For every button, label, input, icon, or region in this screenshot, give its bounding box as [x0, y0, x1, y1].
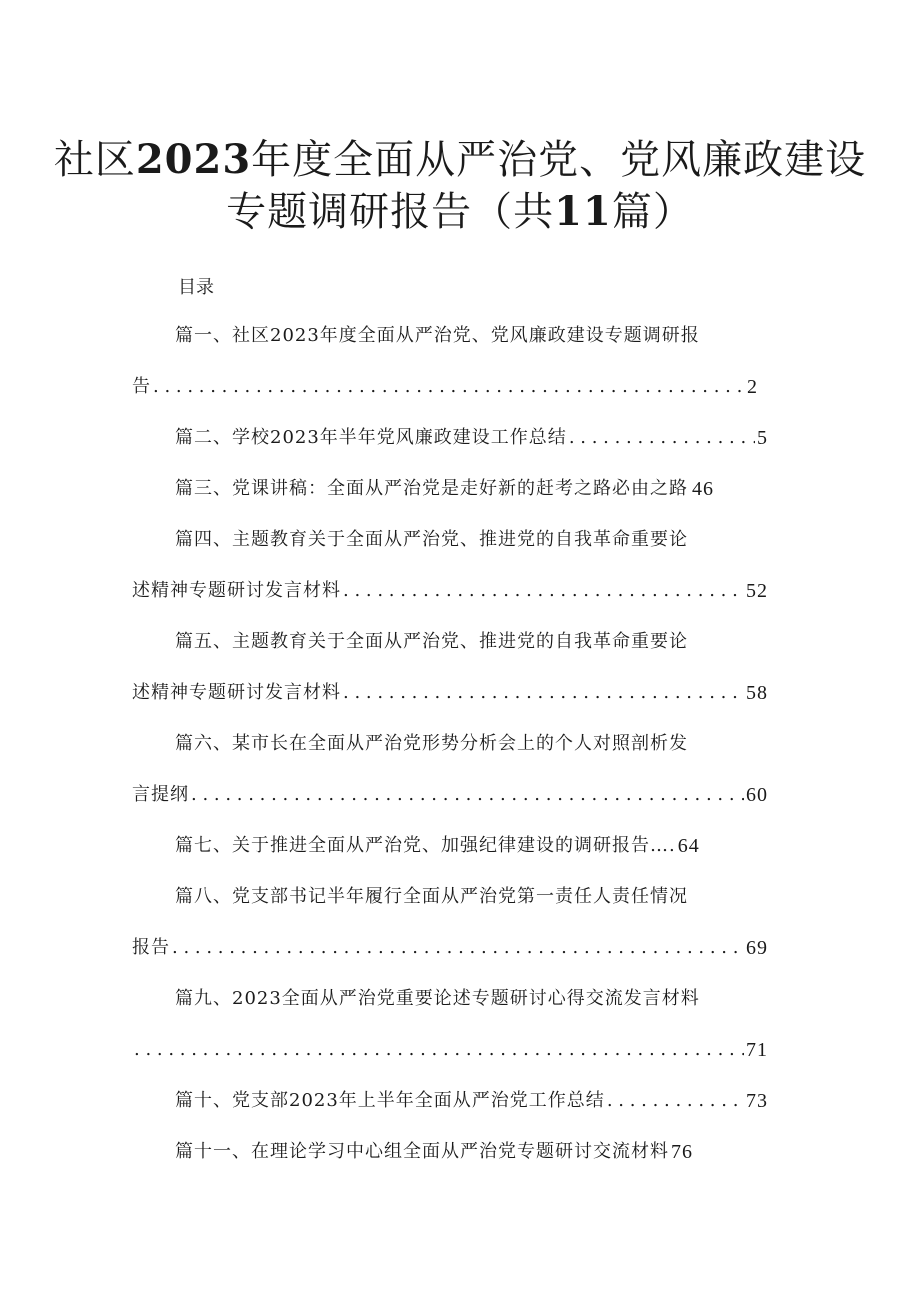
toc-entry-9-line-2	[132, 1038, 768, 1062]
document-title-line-1: 社区2023年度全面从严治党、党风廉政建设	[53, 136, 867, 183]
toc-page-number: 2	[747, 376, 758, 398]
toc-page-number: 5	[757, 427, 768, 449]
dot-leader	[191, 783, 744, 807]
toc-page-number: 58	[746, 682, 768, 704]
toc-entry-8-line-2	[132, 936, 768, 960]
toc-entry-5-line-1: 篇五、主题教育关于全面从严治党、推进党的自我革命重要论	[175, 631, 688, 652]
toc-page-number: 71	[746, 1039, 768, 1061]
toc-entry-3	[175, 477, 745, 501]
dot-leader	[569, 426, 755, 450]
toc-entry-7	[175, 834, 730, 858]
toc-entry-text: 述精神专题研讨发言材料	[132, 580, 341, 601]
toc-entry-10	[175, 1089, 768, 1113]
toc-entry-6-line-2	[132, 783, 768, 807]
toc-entry-4-line-2	[132, 579, 768, 603]
toc-entry-2	[175, 426, 768, 450]
toc-entry-9-line-1: 篇九、2023全面从严治党重要论述专题研讨心得交流发言材料	[175, 988, 700, 1009]
dot-leader	[607, 1089, 744, 1113]
toc-page-number: 46	[692, 478, 714, 500]
document-title-line-2: 专题调研报告（共11篇）	[226, 188, 694, 235]
toc-entry-text: 篇十、党支部2023年上半年全面从严治党工作总结	[175, 1090, 605, 1111]
toc-page-number: 69	[746, 937, 768, 959]
toc-entry-text: 篇七、关于推进全面从严治党、加强纪律建设的调研报告….	[175, 835, 676, 856]
toc-entry-text: 言提纲	[132, 784, 189, 805]
toc-page-number: 52	[746, 580, 768, 602]
toc-entry-6-line-1: 篇六、某市长在全面从严治党形势分析会上的个人对照剖析发	[175, 733, 688, 754]
toc-entry-text: 篇二、学校2023年半年党风廉政建设工作总结	[175, 427, 567, 448]
dot-leader	[343, 681, 744, 705]
toc-page-number: 76	[671, 1141, 693, 1163]
toc-entry-text: 篇三、党课讲稿：全面从严治党是走好新的赶考之路必由之路	[175, 478, 688, 499]
toc-entry-5-line-2	[132, 681, 768, 705]
toc-entry-text: 述精神专题研讨发言材料	[132, 682, 341, 703]
toc-entry-text: 告	[132, 376, 151, 397]
toc-entry-1-line-1: 篇一、社区2023年度全面从严治党、党风廉政建设专题调研报	[175, 325, 700, 346]
toc-entry-1-line-2	[132, 375, 758, 399]
toc-page-number: 64	[677, 835, 700, 857]
dot-leader	[343, 579, 744, 603]
dot-leader	[134, 1038, 744, 1062]
toc-heading: 目录	[178, 277, 214, 298]
dot-leader	[153, 375, 745, 399]
toc-entry-11	[175, 1140, 745, 1164]
toc-entry-4-line-1: 篇四、主题教育关于全面从严治党、推进党的自我革命重要论	[175, 529, 688, 550]
toc-entry-8-line-1: 篇八、党支部书记半年履行全面从严治党第一责任人责任情况	[175, 886, 688, 907]
toc-page-number: 73	[746, 1090, 768, 1112]
toc-entry-text: 篇十一、在理论学习中心组全面从严治党专题研讨交流材料	[175, 1141, 669, 1162]
dot-leader	[172, 936, 744, 960]
toc-entry-text: 报告	[132, 937, 170, 958]
toc-page-number: 60	[746, 784, 768, 806]
